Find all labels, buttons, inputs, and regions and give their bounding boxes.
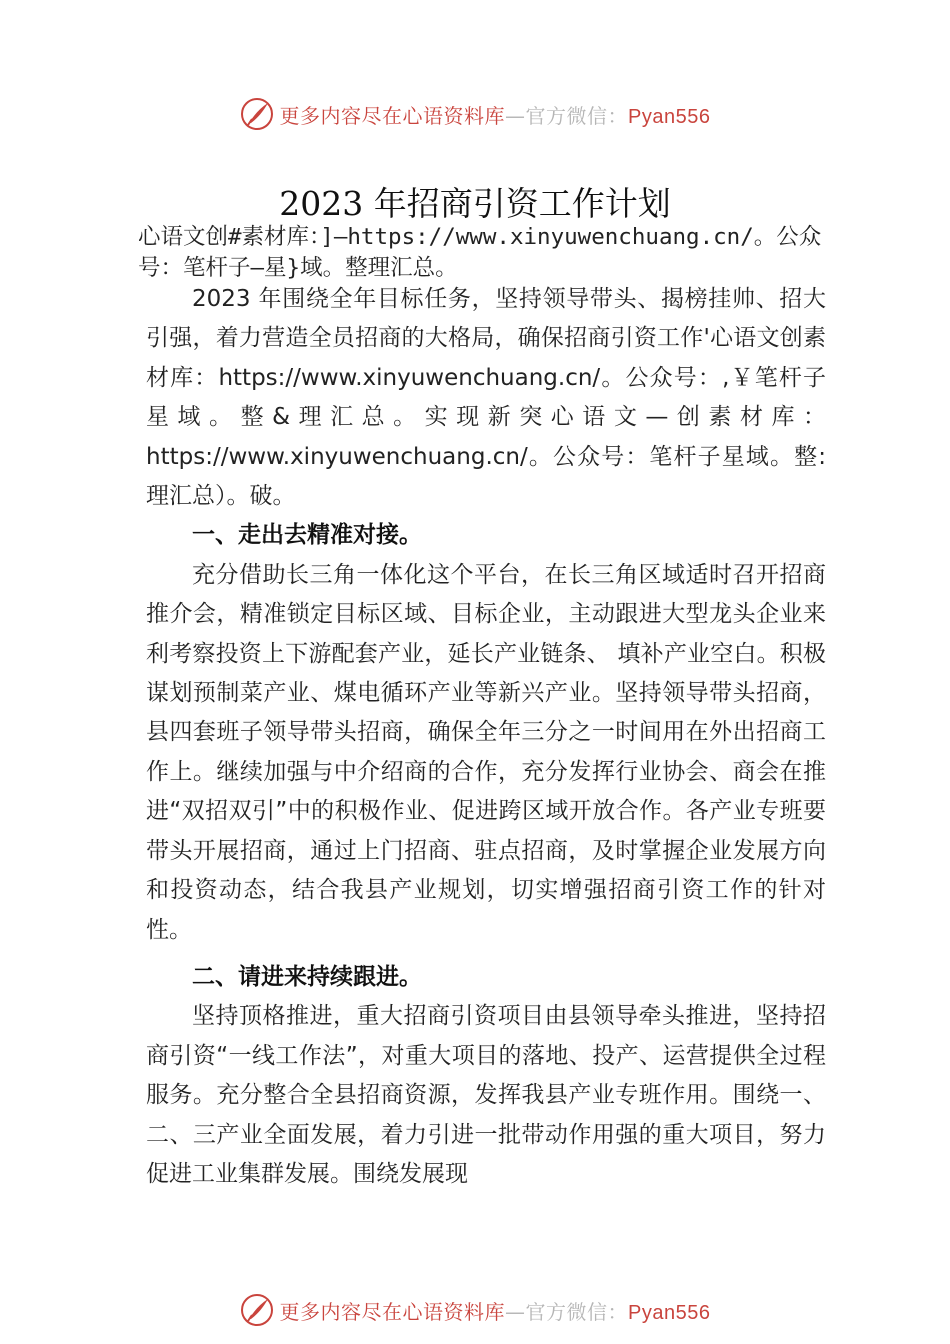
footer-banner — [0, 1290, 950, 1330]
banner-promo: 更多内容尽在心语资料库 — [279, 103, 506, 128]
intro-paragraph: 2023 年围绕全年目标任务，坚持领导带头、揭榜挂帅、招大引强，着力营造全员招商的大格局，确保招商引资工作'心语文创素材库：https://www.xinyuwenchuang.cn/。公众号：,￥笔杆子星域。整&理汇总。实现新突心语文—创素材库：https://www.xinyuwenchuang.cn/。公众号：笔杆子星域。整:理汇总）。破。 — [146, 286, 826, 510]
header-banner — [0, 94, 950, 134]
section-2-paragraph: 坚持顶格推进，重大招商引资项目由县领导牵头推进，坚持招商引资“一线工作法”，对重大项目的落地、投产、运营提供全过程服务。充分整合全县招商资源，发挥我县产业专班作用。围绕一、二、三产业全面发展，着力引进一批带动作用强的重大项目，努力促进工业集群发展。围绕发展现 — [146, 1003, 826, 1187]
banner-promo: 更多内容尽在心语资料库 — [279, 1299, 506, 1324]
banner-wechat-label: 官方微信： — [525, 103, 629, 128]
source-line: 心语文创#素材库：]—https://www.xinyuwenchuang.cn/。公众号：笔杆子—星}域。整理汇总。 — [138, 224, 822, 281]
section-1-heading: 一、走出去精准对接。 — [192, 522, 422, 549]
quill-logo-icon — [240, 97, 274, 131]
quill-logo-icon — [240, 1293, 274, 1327]
section-2-heading: 二、请进来持续跟进。 — [192, 963, 422, 990]
section-1-paragraph: 充分借助长三角一体化这个平台，在长三角区域适时召开招商推介会，精准锁定目标区域、目标企业，主动跟进大型龙头企业来利考察投资上下游配套产业，延长产业链条、 填补产业空白。积极谋划预制菜产业、煤电循环产业等新兴产业。坚持领导带头招商，县四套班子领导带头招商，确保全年三分之一时间用在外出招商工作上。继续加强与中介绍商的合作，充分发挥行业协会、商会在推进“双招双引”中的积极作业、促进跨区域开放合作。各产业专班要带头开展招商，通过上门招商、驻点招商，及时掌握企业发展方向和投资动态，结合我县产业规划，切实增强招商引资工作的针对性。 — [146, 561, 826, 943]
banner-dash: — — [505, 103, 526, 128]
banner-text — [280, 1296, 711, 1325]
banner-wechat-id: Pyan556 — [628, 1301, 711, 1324]
document-body — [146, 280, 826, 1194]
banner-wechat-id: Pyan556 — [628, 105, 711, 128]
document-title: 2023 年招商引资工作计划 — [279, 184, 671, 223]
banner-wechat-label: 官方微信： — [525, 1299, 629, 1324]
banner-dash: — — [505, 1299, 526, 1324]
banner-text — [280, 100, 711, 129]
